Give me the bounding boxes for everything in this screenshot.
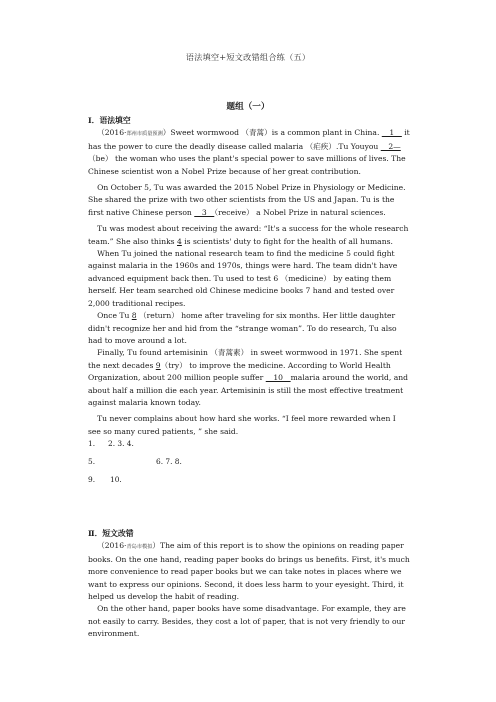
blank-10: 10 [265, 373, 291, 383]
answer-number: 10. [110, 475, 122, 485]
paragraph-6 [88, 347, 410, 409]
text-run: When Tu joined the national research team to find the medicine 5 could fight against malaria in the 1960s and 1970s, things were hard. The team didn't have advanced equipment back then. Tu used to test 6 （medicine） by eating them herself. Her team searched old Chinese medicine books 7 hand and tested over 2,000 traditional recipes. [88, 249, 398, 308]
answer-number: 1. [88, 439, 96, 449]
answer-row-3 [88, 474, 410, 486]
text-run: （return） home after traveling for six months. Her little daughter didn't recognize her and hid from the “strange woman”. To do research, Tu also had to move around a lot. [88, 311, 397, 345]
answer-number: 9. [88, 475, 96, 485]
text-run: ）Sweet wormwood （青蒿）is a common plant in China. [162, 128, 382, 138]
paragraph-7 [88, 413, 410, 438]
answer-number: 6. 7. 8. [156, 457, 182, 467]
text-run: （try） to improve the medicine. According to World Health Organization, about 200 million people suffer [88, 360, 391, 383]
paragraph-5 [88, 310, 410, 347]
text-run: it has the power to cure the deadly disease called malaria （疟疾）.Tu Youyou [88, 128, 410, 151]
paragraph-1 [88, 127, 410, 178]
text-run: （be） the woman who uses the plant's special power to save millions of lives. The Chinese scientist won a Nobel Prize because of her great contribution. [88, 154, 406, 176]
answer-lines [88, 438, 410, 486]
answer-number: 5. [88, 457, 96, 467]
source-label: 青岛市模拟 [126, 544, 153, 551]
blank-8: 8 [131, 311, 137, 321]
text-run: is scientists' duty to fight for the health of all humans. [181, 236, 393, 246]
text-run: On the other hand, paper books have some disadvantage. For example, they are not easily to carry. Besides, they cost a lot of paper, that is not very friendly to our environment. [88, 604, 406, 639]
error-correction-section [88, 528, 410, 641]
correction-paragraph-2 [88, 603, 410, 640]
group-title: 题组（一） [226, 102, 270, 112]
source-prefix: （2016· [97, 541, 127, 551]
blank-2: 2— [380, 141, 401, 151]
text-run: Finally, Tu found artemisinin （青蒿素） in sweet wormwood in 1971. She spent the next decades [88, 348, 403, 370]
text-run: （receive） a Nobel Prize in natural sciences. [214, 207, 386, 217]
text-run: malaria around the world, and about half a million die each year. Artemisinin is still the most effective treatment against malaria known today. [88, 373, 409, 407]
blank-9: 9 [155, 360, 161, 370]
grammar-fill-section [88, 115, 410, 486]
text-run: Tu was modest about receiving the award: “It's a success for the whole research team.” She also thinks [88, 224, 409, 246]
answer-number: 2. 3. 4. [108, 439, 134, 449]
answer-row-2 [88, 456, 410, 468]
text-run: Once Tu [97, 311, 132, 321]
section-heading-correction: Ⅱ．短文改错 [88, 529, 134, 538]
source-label: 郑州市质量预测 [126, 131, 163, 138]
blank-4: 4 [177, 236, 182, 246]
text-run: Tu never complains about how hard she works. “I feel more rewarded when I see so many cured patients, ” she said. [88, 414, 396, 436]
correction-paragraph-1 [88, 540, 410, 603]
blank-1: 1 [381, 128, 402, 138]
paragraph-3 [88, 223, 410, 248]
document-title: 语法填空+短文改错组合练（五） [185, 52, 311, 62]
paragraph-4 [88, 248, 410, 310]
blank-3: 3 [194, 207, 215, 217]
answer-row-1 [88, 438, 410, 450]
paragraph-2 [88, 182, 410, 219]
text-run: On October 5, Tu was awarded the 2015 Nobel Prize in Physiology or Medicine. She shared the prize with two other scientists from the US and Japan. Tu is the first native Chinese person [88, 183, 406, 217]
section-heading-grammar: Ⅰ．语法填空 [88, 116, 131, 125]
source-prefix: （2016· [97, 128, 127, 138]
text-run: ）The aim of this report is to show the opinions on reading paper books. On the one hand, reading paper books do brings us benefits. First, it's much more convenience to read paper books but we can take notes in places where we want to express our opinions. Second, it does less harm to your eyesight. Third, it helped us develop the habit of reading. [88, 541, 410, 602]
